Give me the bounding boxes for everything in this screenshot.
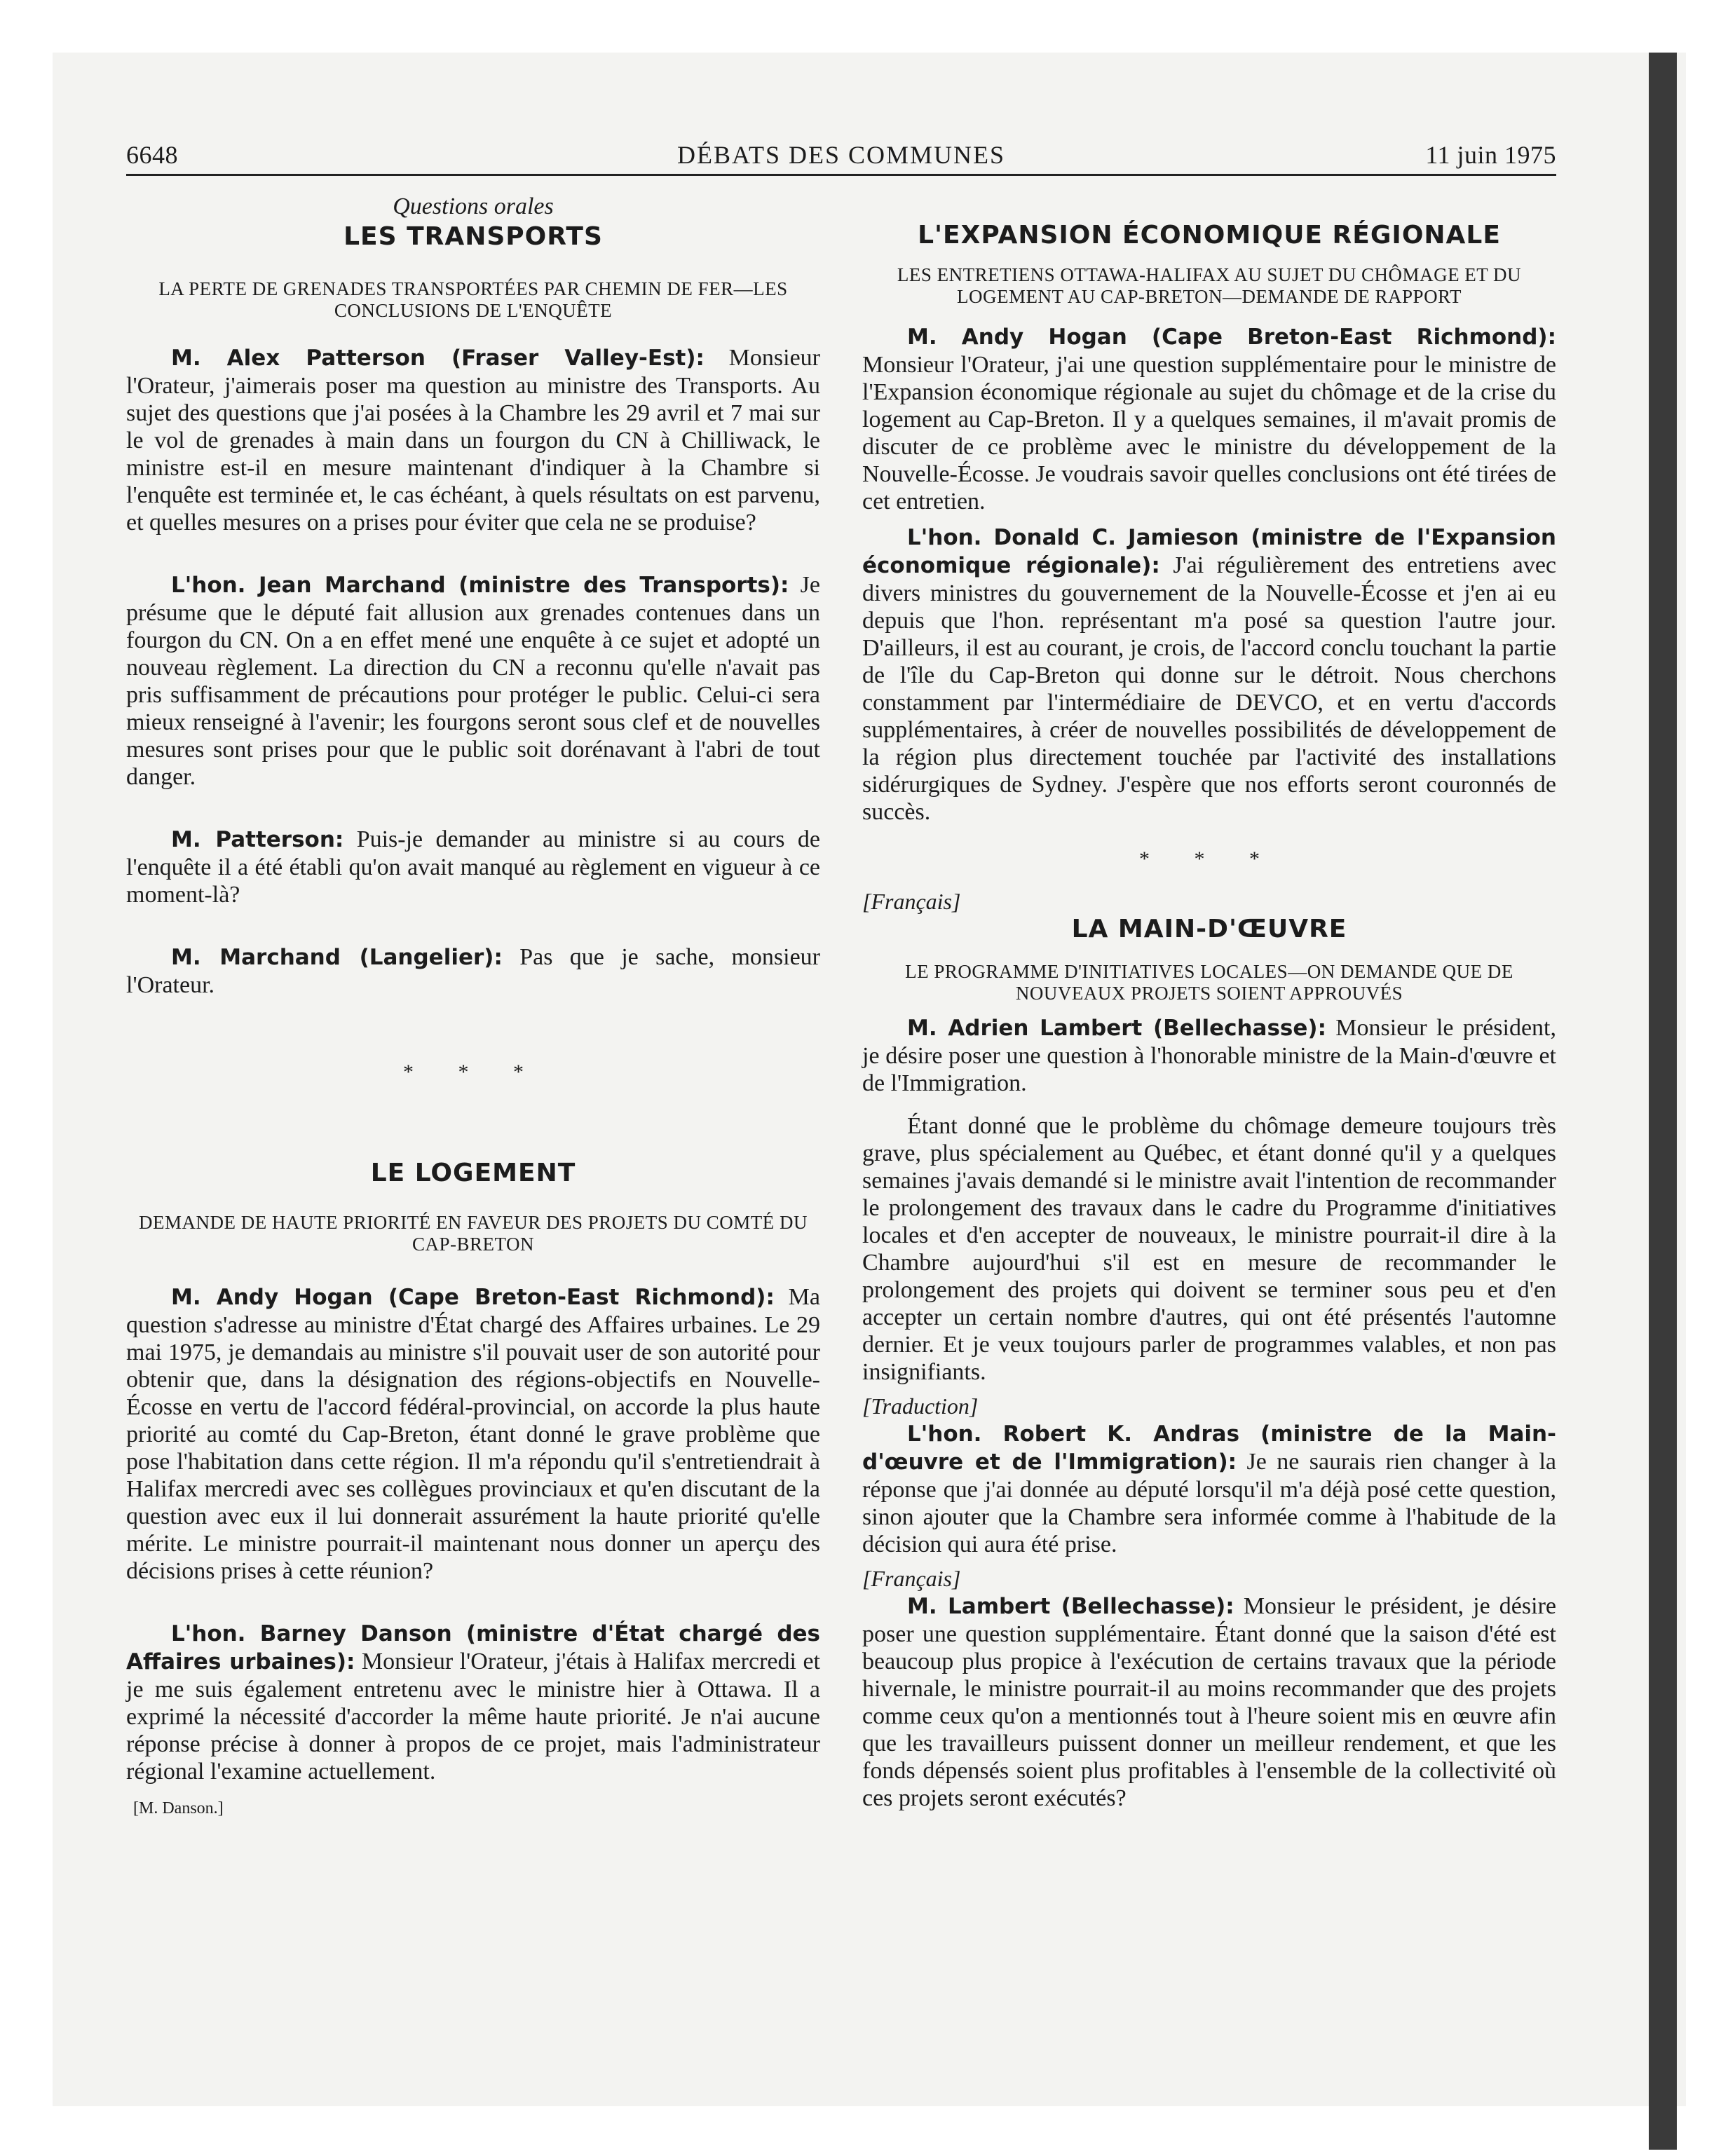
speaker: M. Alex Patterson (Fraser Valley-Est): xyxy=(171,346,705,371)
scan-edge-bar xyxy=(1649,53,1677,2150)
speaker: M. Lambert (Bellechasse): xyxy=(907,1594,1234,1619)
language-note: [Français] xyxy=(862,1566,961,1591)
page-content xyxy=(126,140,1556,1817)
speaker: L'hon. Robert K. Andras (ministre de la Main-d'œuvre et de l'Immigration): xyxy=(862,1421,1556,1475)
subheading-main-oeuvre: LE PROGRAMME D'INITIATIVES LOCALES—ON DEMANDE QUE DE NOUVEAUX PROJETS SOIENT APPROUVÉS xyxy=(905,961,1513,1004)
subheading-expansion: LES ENTRETIENS OTTAWA-HALIFAX AU SUJET DU CHÔMAGE ET DU LOGEMENT AU CAP-BRETON—DEMANDE DE RAPPORT xyxy=(897,264,1522,307)
paragraph xyxy=(126,1620,820,1785)
paragraph xyxy=(126,344,820,536)
page-number: 6648 xyxy=(126,141,178,169)
speaker: L'hon. Donald C. Jamieson (ministre de l'Expansion économique régionale): xyxy=(862,525,1556,578)
footnote: [M. Danson.] xyxy=(133,1799,224,1817)
heading-logement: LE LOGEMENT xyxy=(370,1159,576,1187)
section-label: Questions orales xyxy=(393,193,554,219)
right-column xyxy=(862,193,1556,1812)
paragraph: Étant donné que le problème du chômage demeure toujours très grave, plus spécialement au Québec, et étant donné qu'il y a quelques semaines j'avais demandé si le ministre avait l'intention de recommander le prolongement des travaux dans le cadre du Programme d'initiatives locales et d'en accepter de nouveaux, le ministre pourrait-il dire à la Chambre aujourd'hui s'il est en mesure de recommander le prolongement des projets qui doivent se terminer sous peu et d'en accepter un certain nombre d'autres, qui ont été présentés l'automne dernier. Et je veux toujours parler de programmes valables, et non pas insignifiants. xyxy=(862,1113,1556,1385)
speech: Puis-je demander au ministre si au cours de l'enquête il a été établi qu'on avait manqué au règlement en vigueur à ce moment-là? xyxy=(126,826,821,908)
paragraph xyxy=(862,1592,1556,1812)
speaker: L'hon. Barney Danson (ministre d'État chargé des Affaires urbaines): xyxy=(126,1621,820,1674)
subheading-logement: DEMANDE DE HAUTE PRIORITÉ EN FAVEUR DES PROJETS DU COMTÉ DU CAP-BRETON xyxy=(138,1212,808,1255)
paragraph xyxy=(862,323,1556,515)
speech: Pas que je sache, monsieur l'Orateur. xyxy=(126,944,820,998)
speech: Monsieur l'Orateur, j'ai une question supplémentaire pour le ministre de l'Expansion économique régionale au sujet du chômage et de la crise du logement au Cap-Breton. Il y a quelques semaines, il m'avait promis de discuter de ce problème avec le ministre du développement de la Nouvelle-Écosse. Je voudrais savoir quelles conclusions ont été tirées de cet entretien. xyxy=(862,352,1556,514)
header-date: 11 juin 1975 xyxy=(1425,141,1556,169)
speech: Monsieur le président, je désire poser une question à l'honorable ministre de la Main-d'œuvre et de l'Immigration. xyxy=(862,1015,1556,1096)
speech: Monsieur le président, je désire poser une question supplémentaire. Étant donné que la saison d'été est beaucoup plus propice à l'exécution de certains travaux que la période hivernale, le ministre pourrait-il au moins recommander que des projets comme ceux qu'on a mentionnés tout à l'heure soient mis en œuvre afin que les travailleurs puissent donner un meilleur rendement, et que les fonds dépensés soient plus profitables à l'ensemble de la collectivité où ces projets seront exécutés? xyxy=(862,1593,1556,1811)
paragraph xyxy=(126,571,820,791)
subheading-transports: LA PERTE DE GRENADES TRANSPORTÉES PAR CHEMIN DE FER—LES CONCLUSIONS DE L'ENQUÊTE xyxy=(158,278,788,321)
section-separator: * * * xyxy=(403,1060,543,1084)
paragraph xyxy=(126,1283,820,1585)
speaker: M. Andy Hogan (Cape Breton-East Richmond): xyxy=(171,1285,775,1310)
paragraph xyxy=(862,1014,1556,1097)
paragraph xyxy=(126,943,820,999)
speaker: M. Adrien Lambert (Bellechasse): xyxy=(907,1016,1326,1041)
speaker: M. Andy Hogan (Cape Breton-East Richmond): xyxy=(907,325,1556,350)
paragraph xyxy=(126,826,820,908)
journal-title: DÉBATS DES COMMUNES xyxy=(676,141,1006,169)
speaker: M. Patterson: xyxy=(171,827,344,852)
page-header xyxy=(126,140,1556,176)
language-note: [Traduction] xyxy=(862,1393,979,1419)
speaker: M. Marchand (Langelier): xyxy=(171,945,503,970)
speech: J'ai régulièrement des entretiens avec divers ministres du gouvernement de la Nouvelle-Écosse et j'en ai eu depuis que l'hon. représentant m'a posé sa question l'autre jour. D'ailleurs, il est au courant, je crois, de l'accord conclu touchant la partie de l'île du Cap-Breton qui donne sur le détroit. Nous cherchons constamment par l'intermédiaire de DEVCO, et en vertu d'accords supplémentaires, à créer de nouvelles possibilités de développement de la région plus directement touchée par l'activité des installations sidérurgiques de Sydney. J'espère que nos efforts seront couronnés de succès. xyxy=(862,552,1556,825)
speech: Monsieur l'Orateur, j'étais à Halifax mercredi et je me suis également entretenu avec le ministre hier à Ottawa. Il a exprimé la nécessité d'accorder la même haute priorité. Je n'ai aucune réponse précise à donner à propos de ce projet, mais l'administrateur régional l'examine actuellement. xyxy=(126,1649,820,1785)
speech: Monsieur l'Orateur, j'aimerais poser ma question au ministre des Transports. Au sujet des questions que j'ai posées à la Chambre les 29 avril et 7 mai sur le vol de grenades à main dans un fourgon du CN à Chilliwack, le ministre est-il en mesure maintenant d'indiquer à la Chambre si l'enquête est terminée et, le cas échéant, à quels résultats on est parvenu, et quelles mesures on a prises pour éviter que cela ne se produise? xyxy=(126,345,820,535)
speech: Je présume que le député fait allusion aux grenades contenues dans un fourgon du CN. On a en effet mené une enquête à ce sujet et adopté un nouveau règlement. La direction du CN a reconnu qu'elle n'avait pas pris suffisamment de précautions pour protéger le public. Celui-ci sera mieux renseigné à l'avenir; les fourgons seront sous clef et de nouvelles mesures sont prises pour que le public soit dorénavant à l'abri de tout danger. xyxy=(126,572,820,790)
heading-expansion: L'EXPANSION ÉCONOMIQUE RÉGIONALE xyxy=(918,221,1501,250)
heading-main-oeuvre: LA MAIN-D'ŒUVRE xyxy=(1071,915,1347,943)
heading-transports: LES TRANSPORTS xyxy=(343,222,603,251)
paragraph xyxy=(862,524,1556,826)
paragraph xyxy=(862,1420,1556,1558)
speaker: L'hon. Jean Marchand (ministre des Transports): xyxy=(171,573,789,598)
speech: Je ne saurais rien changer à la réponse que j'ai donnée au député lorsqu'il m'a déjà posé cette question, sinon ajouter que la Chambre sera informée comme à l'habitude de la décision qui aura été prise. xyxy=(862,1449,1556,1557)
section-separator: * * * xyxy=(1139,847,1279,871)
speech: Ma question s'adresse au ministre d'État chargé des Affaires urbaines. Le 29 mai 1975, je demandais au ministre s'il pouvait user de son autorité pour obtenir que, dans la désignation des régions-objectifs en Nouvelle-Écosse en vertu de l'accord fédéral-provincial, on accorde la plus haute priorité au comté du Cap-Breton, étant donné le grave problème que pose l'habitation dans cette région. Il m'a répondu qu'il s'entretiendrait à Halifax mercredi avec ses collègues provinciaux et qu'en discutant de la question avec eux il lui donnerait assurément la haute priorité qu'elle mérite. Le ministre pourrait-il maintenant nous donner un aperçu des décisions prises à cette réunion? xyxy=(126,1284,821,1584)
left-column xyxy=(126,193,820,1822)
language-note: [Français] xyxy=(862,889,961,914)
